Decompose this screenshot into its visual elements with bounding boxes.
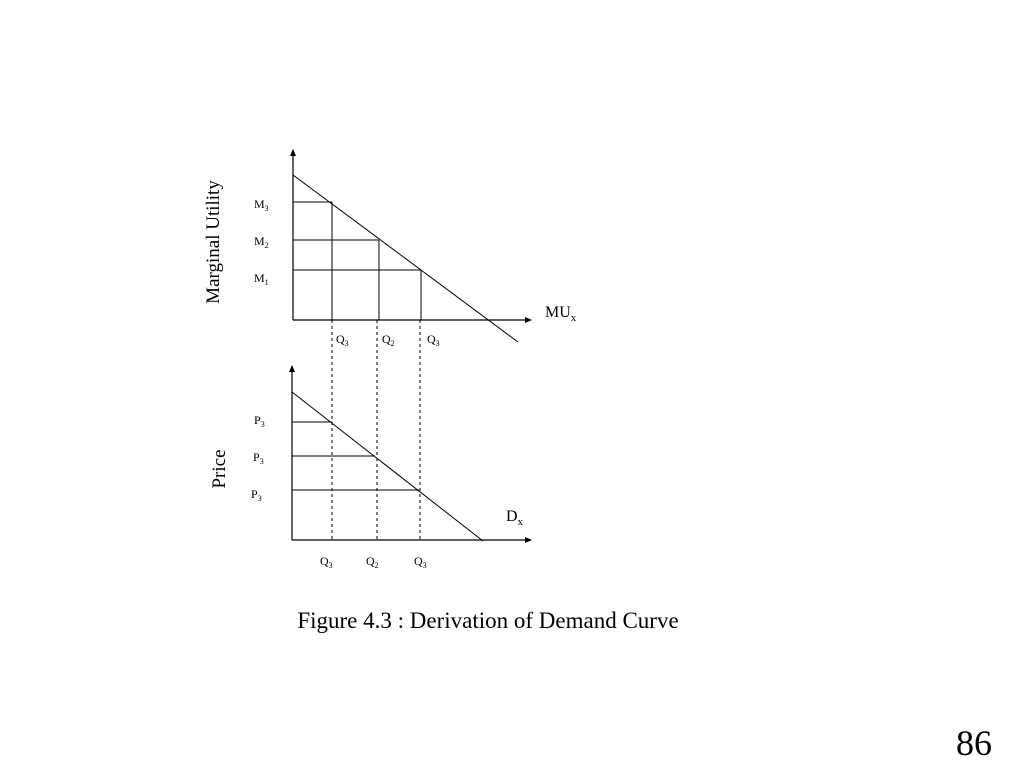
price-quantity-label: $Q_3$ <box>414 554 427 570</box>
mu-quantity-label: $Q_3$ <box>336 332 349 348</box>
page-number: 86 <box>956 723 992 763</box>
mu-level-label: $M_1$ <box>254 271 269 287</box>
price-quantity-label: $Q_2$ <box>366 554 379 570</box>
price-quantity-label: $Q_3$ <box>320 554 333 570</box>
price-level-label: $P_3$ <box>254 413 265 429</box>
price-level-label: $P_3$ <box>251 487 262 503</box>
figure-caption-text: Figure 4.3 : Derivation of Demand Curve <box>297 608 679 633</box>
mu-curve-label: $MU_x$ <box>545 304 577 324</box>
mu-quantity-label: $Q_2$ <box>382 332 395 348</box>
demand-curve <box>292 392 483 541</box>
projection-lines <box>332 320 420 540</box>
price-y-axis-label: Price <box>209 449 230 489</box>
mu-quantity-label: $Q_3$ <box>427 332 440 348</box>
mu-y-axis-label: Marginal Utility <box>203 180 224 304</box>
mu-diagram <box>203 150 577 348</box>
mu-level-label: $M_2$ <box>254 234 269 250</box>
mu-curve <box>293 175 518 342</box>
demand-curve-label: $D_x$ <box>506 508 524 528</box>
price-level-label: $P_3$ <box>253 450 264 466</box>
figure-caption <box>0 608 1000 634</box>
mu-level-label: $M_3$ <box>254 197 269 213</box>
demand-diagram <box>209 366 531 570</box>
